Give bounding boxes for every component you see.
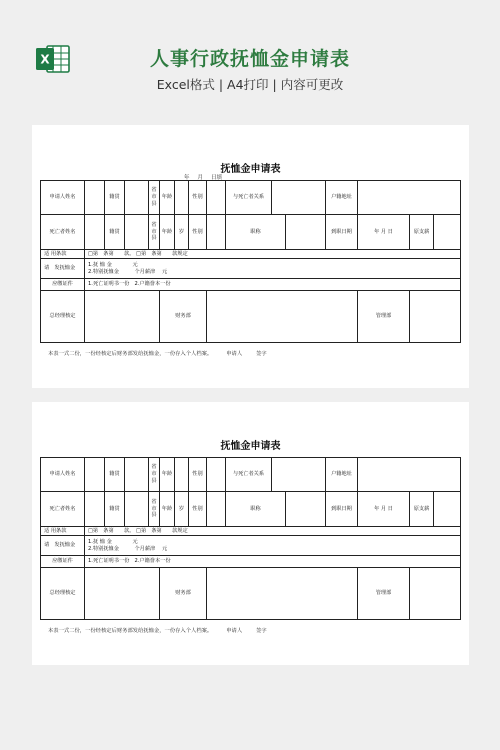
table-row xyxy=(41,527,461,536)
required-documents-label: 应缴证件 xyxy=(41,556,85,568)
province-city-county-label: 省市县 xyxy=(149,215,160,250)
age-value[interactable] xyxy=(175,458,189,492)
original-salary-value[interactable] xyxy=(434,492,461,527)
relation-value[interactable] xyxy=(272,181,326,215)
deceased-name-label: 死亡者姓名 xyxy=(41,215,85,250)
original-salary-label: 原支薪 xyxy=(410,215,434,250)
employment-date-value[interactable]: 年 月 日 xyxy=(358,492,410,527)
household-address-label: 户籍地址 xyxy=(326,181,358,215)
form-footnote: 本表一式二份，一份经核定后财务部发给抚恤金，一份存入个人档案。 申请人 签字 xyxy=(48,351,267,357)
gender-label: 性别 xyxy=(189,181,207,215)
employment-date-label: 到职日期 xyxy=(326,492,358,527)
applicable-clause-value[interactable]: □第 条第 款。 □第 条第 款规定 xyxy=(85,250,461,259)
table-row xyxy=(41,536,461,556)
required-documents-value[interactable]: 1.死亡证明书一份 2.户籍誊本一份 xyxy=(85,556,461,568)
gender-label: 性别 xyxy=(189,215,207,250)
required-documents-label: 应缴证件 xyxy=(41,279,85,291)
original-salary-value[interactable] xyxy=(434,215,461,250)
age-unit: 岁 xyxy=(175,492,189,527)
native-place-label: 籍贯 xyxy=(105,458,125,492)
gender-value[interactable] xyxy=(207,215,226,250)
province-city-county-label: 省市县 xyxy=(149,458,160,492)
native-place-value[interactable] xyxy=(125,492,149,527)
gm-approval-label: 总经理核定 xyxy=(41,568,85,620)
finance-value[interactable] xyxy=(207,291,358,343)
employment-date-value[interactable]: 年 月 日 xyxy=(358,215,410,250)
pension-request-value[interactable]: 1.抚 恤 金 元 2.特别抚恤金 个月薪津 元 xyxy=(85,536,461,556)
household-address-value[interactable] xyxy=(358,458,461,492)
applicant-name-value[interactable] xyxy=(85,458,105,492)
table-row xyxy=(41,259,461,279)
table-row xyxy=(41,458,461,492)
gender-label: 性别 xyxy=(189,492,207,527)
table-row xyxy=(41,291,461,343)
deceased-name-label: 死亡者姓名 xyxy=(41,492,85,527)
form-date: 年 月 日填 xyxy=(184,175,223,181)
admin-label: 管理部 xyxy=(358,568,410,620)
province-city-county-label: 省市县 xyxy=(149,181,160,215)
gender-value[interactable] xyxy=(207,458,226,492)
page-title: 人事行政抚恤金申请表 xyxy=(149,48,350,70)
gm-approval-value[interactable] xyxy=(85,291,160,343)
pension-request-label: 请 发抚恤金 xyxy=(41,259,85,279)
native-place-value[interactable] xyxy=(125,458,149,492)
deceased-name-value[interactable] xyxy=(85,215,105,250)
household-address-value[interactable] xyxy=(358,181,461,215)
table-row xyxy=(41,568,461,620)
job-title-value[interactable] xyxy=(286,215,326,250)
required-documents-value[interactable]: 1.死亡证明书一份 2.户籍誊本一份 xyxy=(85,279,461,291)
relation-label: 与死亡者关系 xyxy=(226,458,272,492)
table-row xyxy=(41,556,461,568)
original-salary-label: 原支薪 xyxy=(410,492,434,527)
native-place-label: 籍贯 xyxy=(105,492,125,527)
pension-request-label: 请 发抚恤金 xyxy=(41,536,85,556)
applicable-clause-label: 适 用条款 xyxy=(41,250,85,259)
form-title: 抚恤金申请表 xyxy=(220,441,281,452)
employment-date-label: 到职日期 xyxy=(326,215,358,250)
native-place-value[interactable] xyxy=(125,181,149,215)
page-subtitle: Excel格式 | A4打印 | 内容可更改 xyxy=(156,77,344,92)
table-row xyxy=(41,279,461,291)
admin-label: 管理部 xyxy=(358,291,410,343)
native-place-label: 籍贯 xyxy=(105,181,125,215)
age-label: 年龄 xyxy=(160,215,175,250)
form-sheet-1 xyxy=(32,125,469,388)
table-row xyxy=(41,250,461,259)
household-address-label: 户籍地址 xyxy=(326,458,358,492)
finance-value[interactable] xyxy=(207,568,358,620)
job-title-label: 职称 xyxy=(226,492,286,527)
applicable-clause-label: 适 用条款 xyxy=(41,527,85,536)
gender-value[interactable] xyxy=(207,181,226,215)
job-title-value[interactable] xyxy=(286,492,326,527)
form-table xyxy=(40,180,461,343)
deceased-name-value[interactable] xyxy=(85,492,105,527)
province-city-county-label: 省市县 xyxy=(149,492,160,527)
gender-value[interactable] xyxy=(207,492,226,527)
applicant-name-label: 申请人姓名 xyxy=(41,458,85,492)
applicable-clause-value[interactable]: □第 条第 款。 □第 条第 款规定 xyxy=(85,527,461,536)
gm-approval-label: 总经理核定 xyxy=(41,291,85,343)
relation-value[interactable] xyxy=(272,458,326,492)
form-footnote: 本表一式二份，一份经核定后财务部发给抚恤金，一份存入个人档案。 申请人 签字 xyxy=(48,628,267,634)
native-place-label: 籍贯 xyxy=(105,215,125,250)
admin-value[interactable] xyxy=(410,568,461,620)
age-label: 年龄 xyxy=(160,181,175,215)
table-row xyxy=(41,215,461,250)
native-place-value[interactable] xyxy=(125,215,149,250)
finance-label: 财务部 xyxy=(160,568,207,620)
admin-value[interactable] xyxy=(410,291,461,343)
form-title: 抚恤金申请表 xyxy=(220,164,281,175)
form-sheet-2 xyxy=(32,402,469,665)
gm-approval-value[interactable] xyxy=(85,568,160,620)
job-title-label: 职称 xyxy=(226,215,286,250)
age-unit: 岁 xyxy=(175,215,189,250)
table-row xyxy=(41,181,461,215)
page-header xyxy=(0,0,500,110)
applicant-name-value[interactable] xyxy=(85,181,105,215)
gender-label: 性别 xyxy=(189,458,207,492)
form-table xyxy=(40,457,461,620)
age-value[interactable] xyxy=(175,181,189,215)
excel-icon-letter: X xyxy=(40,52,50,67)
age-label: 年龄 xyxy=(160,458,175,492)
finance-label: 财务部 xyxy=(160,291,207,343)
applicant-name-label: 申请人姓名 xyxy=(41,181,85,215)
pension-request-value[interactable]: 1.抚 恤 金 元 2.特别抚恤金 个月薪津 元 xyxy=(85,259,461,279)
relation-label: 与死亡者关系 xyxy=(226,181,272,215)
age-label: 年龄 xyxy=(160,492,175,527)
table-row xyxy=(41,492,461,527)
